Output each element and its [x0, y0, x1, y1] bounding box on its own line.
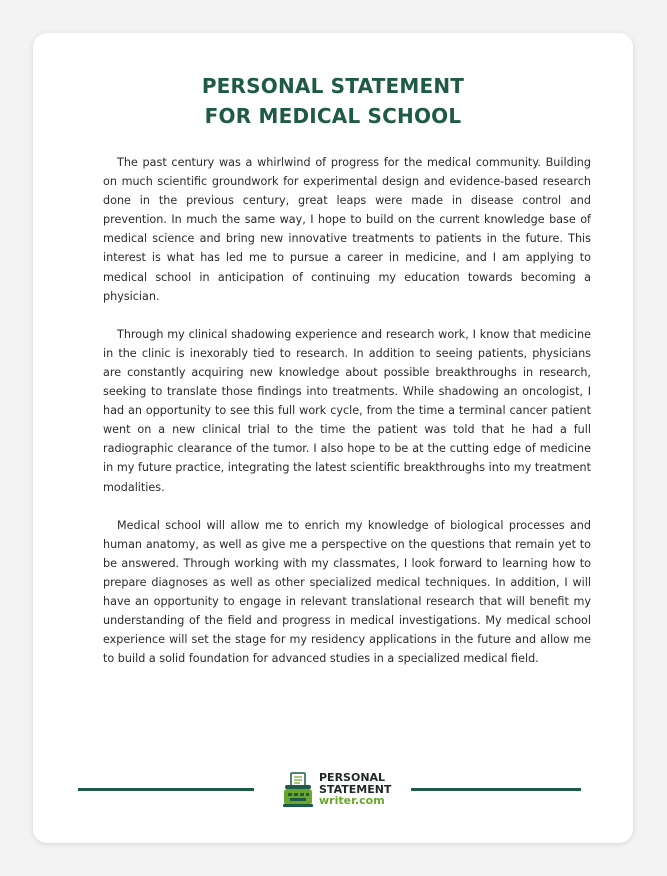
title-line-1: PERSONAL STATEMENT: [201, 74, 465, 98]
logo-line-3: writer.com: [319, 794, 385, 807]
paragraph-2: Through my clinical shadowing experience and research work, I know that medicine in the clinic is inexorably tied to research. In addition to seeing patients, physicians are constantly acquiring new knowledge about possible breakthroughs in research, seeking to translate those findings into treatments. While shadowing an oncologist, I had an opportunity to see this full work cycle, from the time a terminal cancer patient went on a new clinical trial to the time the patient was told that he had a full radiographic clearance of the tumor. I also hope to be at the cutting edge of medicine in my future practice, integrating the latest scientific breakthroughs into my treatment modalities.: [103, 327, 591, 494]
document-page: [33, 33, 633, 843]
paragraph-1: The past century was a whirlwind of progress for the medical community. Building on much scientific groundwork for experimental design and evidence-based research done in the previous century, great leaps were made in disease control and prevention. In much the same way, I hope to build on the current knowledge base of medical science and bring new innovative treatments to patients in the future. This interest is what has led me to pursue a career in medicine, and I am applying to medical school in anticipation of continuing my education towards becoming a physician.: [103, 156, 591, 303]
logo-text: [319, 772, 391, 807]
brand-logo: [281, 771, 401, 811]
footer-rule-right: [411, 788, 581, 791]
page-title: [33, 71, 633, 131]
paragraph-3: Medical school will allow me to enrich my knowledge of biological processes and human anatomy, as well as give me a perspective on the questions that remain yet to be answered. Through working with my classmates, I look forward to learning how to prepare diagnoses as well as other specialized medical techniques. In addition, I will have an opportunity to engage in relevant translational research that will benefit my understanding of the field and progress in medical investigations. My medical school experience will set the stage for my residency applications in the future and allow me to build a solid foundation for advanced studies in a specialized medical field.: [103, 518, 591, 666]
title-line-2: FOR MEDICAL SCHOOL: [204, 104, 462, 128]
logo-line-2: STATEMENT: [319, 782, 392, 796]
logo-line-1: PERSONAL: [319, 771, 386, 784]
statement-body: [103, 153, 591, 687]
typewriter-icon: [281, 771, 315, 809]
footer: [33, 771, 633, 811]
footer-rule-left: [78, 788, 254, 791]
